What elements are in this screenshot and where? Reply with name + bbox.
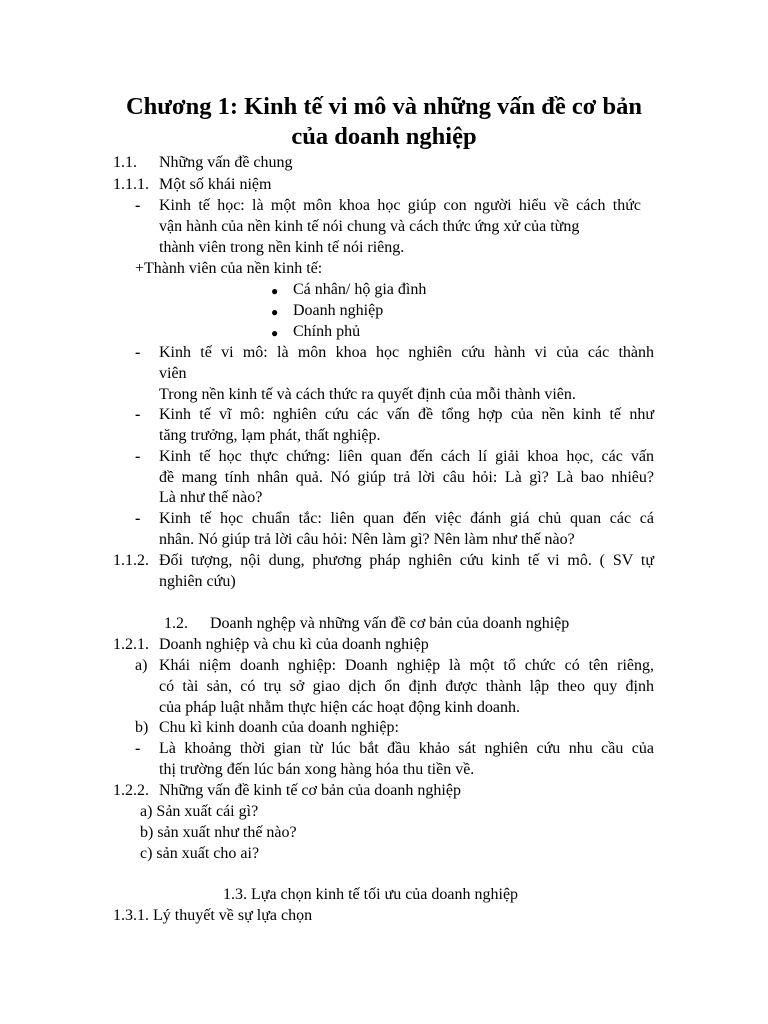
definition-vi-mo-line-3: Trong nền kinh tế và cách thức ra quyết định của mỗi thành viên. — [159, 386, 576, 403]
item-a-line-2: có tài sản, có trụ sở giao dịch ổn định được thành lập theo quy định — [159, 678, 654, 695]
chapter-title-line-2: của doanh nghiệp — [291, 123, 477, 150]
definition-vi-mo-macro-line-1: Kinh tế vĩ mô: nghiên cứu các vấn đề tổng hợp của nền kinh tế như — [159, 406, 654, 423]
item-a-marker: a) — [135, 657, 148, 674]
chu-ki-line-2: thị trường đến lúc bán xong hàng hóa thu tiền về. — [159, 761, 475, 778]
section-1-1-1-number: 1.1.1. — [113, 176, 149, 193]
member-item: Cá nhân/ hộ gia đình — [293, 281, 427, 298]
dash-marker: - — [135, 740, 141, 757]
chu-ki-line-1: Là khoảng thời gian từ lúc bắt đầu khảo sát nghiên cứu nhu cầu của — [159, 740, 654, 757]
section-1-1-number: 1.1. — [113, 154, 137, 171]
item-a-line-3: của pháp luật nhằm thực hiện các hoạt động kinh doanh. — [159, 699, 521, 716]
chapter-title-line-1: Chương 1: Kinh tế vi mô và những vấn đề cơ bản — [125, 93, 642, 120]
section-1-2-1-number: 1.2.1. — [113, 636, 149, 653]
section-1-1-1-heading: Một số khái niệm — [159, 176, 272, 193]
question-item: b) sản xuất như thế nào? — [140, 824, 297, 841]
bullet-icon: ● — [271, 284, 279, 298]
definition-chuan-tac-line-2: nhân. Nó giúp trả lời câu hỏi: Nên làm gì? Nên làm như thế nào? — [159, 531, 575, 548]
dash-marker: - — [135, 344, 141, 361]
dash-marker: - — [135, 510, 141, 527]
definition-kinh-te-hoc-line-1: Kinh tế học: là một môn khoa học giúp con người hiểu về cách thức — [159, 197, 641, 214]
chapter-title — [0, 92, 768, 152]
definition-vi-mo-line-2: viên — [159, 365, 187, 382]
dash-marker: - — [135, 406, 141, 423]
members-heading: +Thành viên của nền kinh tế: — [135, 260, 323, 277]
section-1-2-2-heading: Những vấn đề kinh tế cơ bản của doanh nghiệp — [159, 782, 461, 799]
section-1-1-2-number: 1.1.2. — [113, 552, 149, 569]
definition-vi-mo-macro-line-2: tăng trưởng, lạm phát, thất nghiệp. — [159, 427, 381, 444]
section-1-2-1-heading: Doanh nghiệp và chu kì của doanh nghiệp — [159, 636, 429, 653]
bullet-icon: ● — [271, 305, 279, 319]
definition-vi-mo-line-1: Kinh tế vi mô: là môn khoa học nghiên cứu hành vi của các thành — [159, 344, 654, 361]
section-1-2-2-number: 1.2.2. — [113, 782, 149, 799]
section-1-2-heading: Doanh nghệp và những vấn đề cơ bản của doanh nghiệp — [210, 615, 570, 632]
member-item: Doanh nghiệp — [293, 302, 384, 319]
definition-thuc-chung-line-3: Là như thế nào? — [159, 489, 263, 506]
definition-thuc-chung-line-1: Kinh tế học thực chứng: liên quan đến cách lí giải khoa học, các vấn — [159, 448, 654, 465]
definition-kinh-te-hoc-line-3: thành viên trong nền kinh tế nói riêng. — [159, 239, 405, 256]
dash-marker: - — [135, 448, 141, 465]
section-1-1-2-heading-line-1: Đối tượng, nội dung, phương pháp nghiên cứu kinh tế vi mô. ( SV tự — [159, 552, 654, 569]
member-item: Chính phủ — [293, 323, 361, 340]
item-b-text: Chu kì kinh doanh của doanh nghiệp: — [159, 719, 399, 736]
section-1-1-heading: Những vấn đề chung — [159, 154, 293, 171]
section-1-1-2-heading-line-2: nghiên cứu) — [159, 573, 236, 590]
section-1-2-number: 1.2. — [164, 615, 188, 632]
section-1-3-heading: 1.3. Lựa chọn kinh tế tối ưu của doanh nghiệp — [223, 886, 519, 903]
definition-chuan-tac-line-1: Kinh tế học chuẩn tắc: liên quan đến việc đánh giá chủ quan các cá — [159, 510, 654, 527]
definition-thuc-chung-line-2: đề mang tính nhân quả. Nó giúp trả lời câu hỏi: Là gì? Là bao nhiêu? — [159, 469, 654, 486]
bullet-icon: ● — [271, 326, 279, 340]
dash-marker: - — [135, 197, 141, 214]
question-item: c) sản xuất cho ai? — [140, 845, 260, 862]
definition-kinh-te-hoc-line-2: vận hành của nền kinh tế nói chung và cách thức ứng xử của từng — [159, 218, 580, 235]
item-b-marker: b) — [135, 719, 149, 736]
question-item: a) Sản xuất cái gì? — [140, 803, 259, 820]
item-a-line-1: Khái niệm doanh nghiệp: Doanh nghiệp là một tổ chức có tên riêng, — [159, 657, 654, 674]
section-1-3-1-heading: 1.3.1. Lý thuyết về sự lựa chọn — [113, 907, 313, 924]
